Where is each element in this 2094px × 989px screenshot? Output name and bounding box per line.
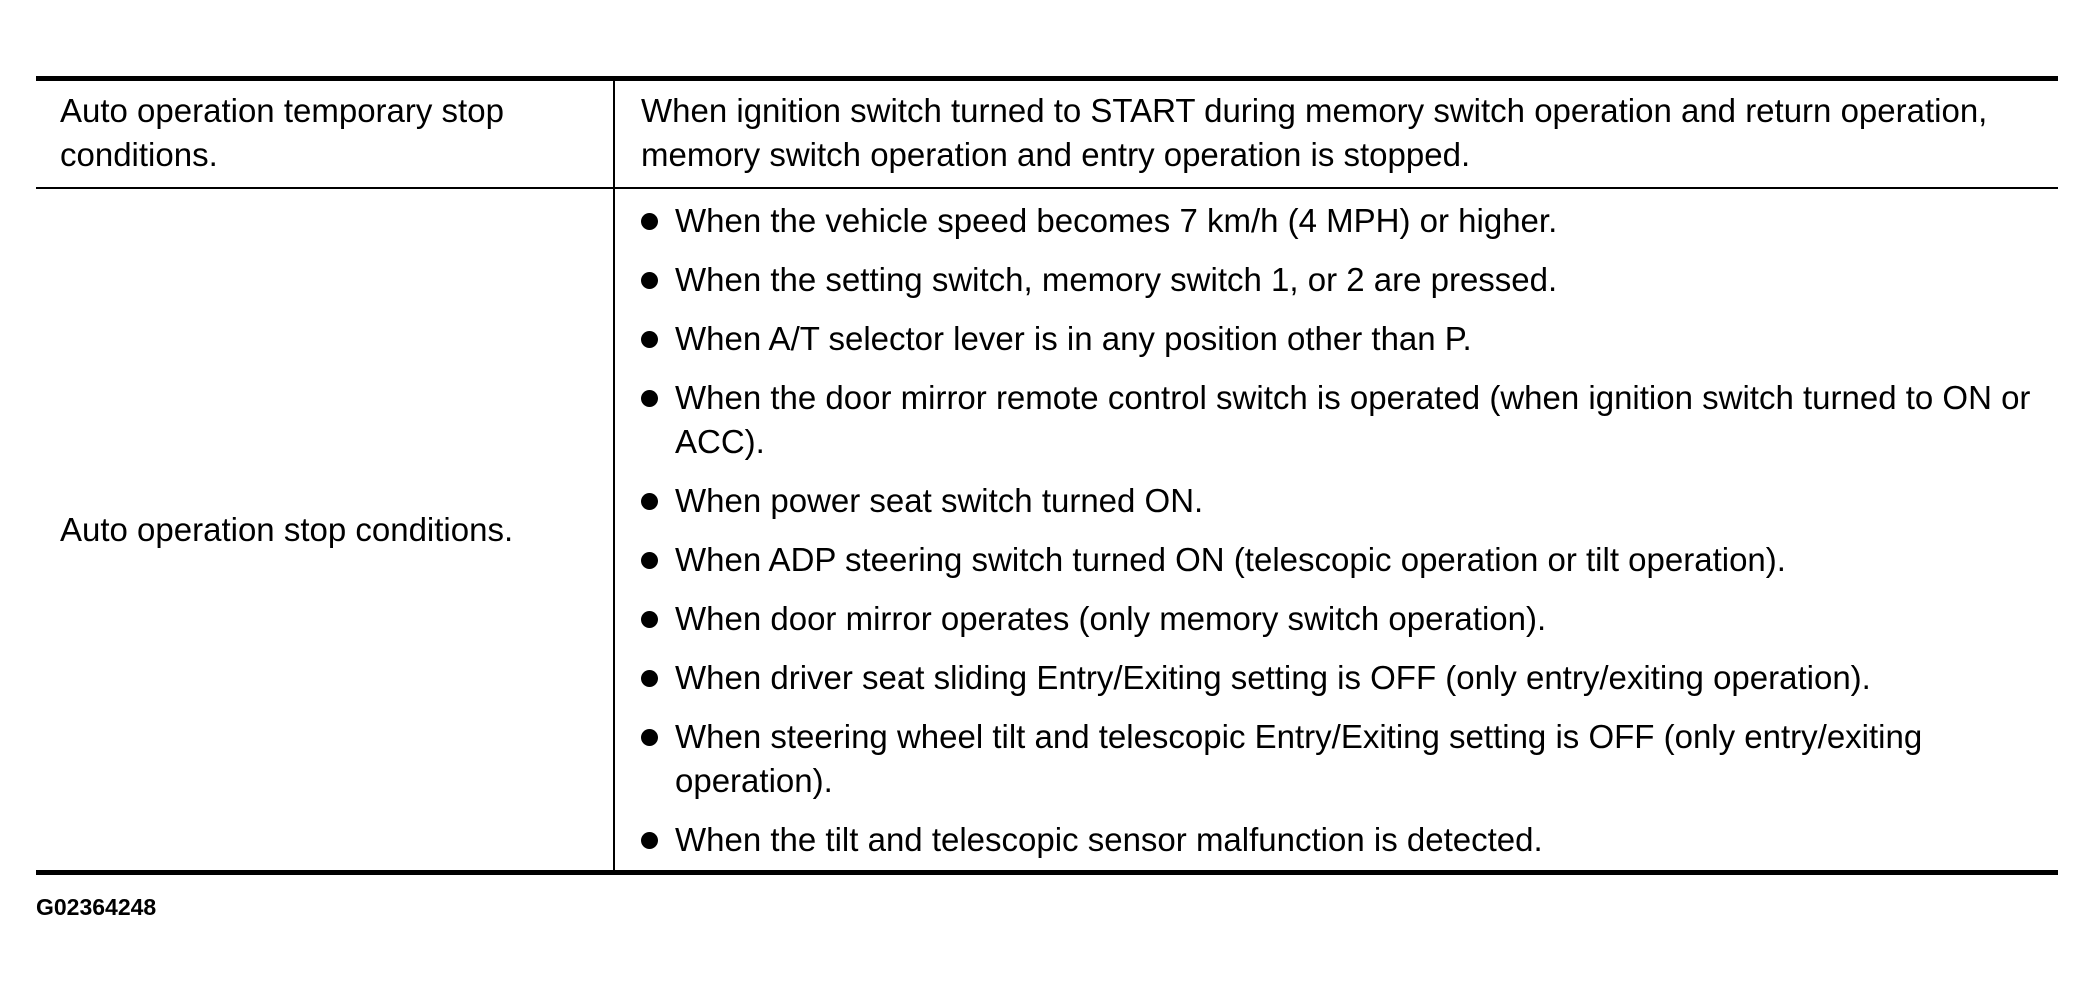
- table-row: [36, 187, 2058, 870]
- list-item: [641, 479, 2038, 523]
- bullet-icon: [641, 493, 658, 510]
- figure-id: G02364248: [36, 894, 157, 920]
- conditions-table: [36, 76, 2058, 875]
- list-item-text: When power seat switch turned ON.: [675, 482, 1204, 519]
- table-row: [36, 81, 2058, 187]
- condition-description: When ignition switch turned to START during memory switch operation and return operation, memory switch operation and entry operation is stopped.: [641, 92, 1988, 173]
- list-item: [641, 376, 2038, 464]
- list-item-text: When the tilt and telescopic sensor malfunction is detected.: [675, 821, 1543, 858]
- list-item-text: When A/T selector lever is in any position other than P.: [675, 320, 1472, 357]
- bullet-icon: [641, 611, 658, 628]
- list-item: [641, 715, 2038, 803]
- list-item: [641, 538, 2038, 582]
- list-item: [641, 317, 2038, 361]
- bullet-icon: [641, 552, 658, 569]
- bullet-icon: [641, 670, 658, 687]
- list-item: [641, 818, 2038, 862]
- condition-list-cell: [615, 189, 2058, 870]
- bullet-list: [641, 199, 2038, 862]
- bullet-icon: [641, 390, 658, 407]
- bullet-icon: [641, 331, 658, 348]
- list-item-text: When the setting switch, memory switch 1, or 2 are pressed.: [675, 261, 1558, 298]
- list-item: [641, 597, 2038, 641]
- condition-label: Auto operation temporary stop conditions.: [36, 81, 615, 187]
- bullet-icon: [641, 213, 658, 230]
- list-item: [641, 258, 2038, 302]
- list-item-text: When steering wheel tilt and telescopic Entry/Exiting setting is OFF (only entry/exiting operation).: [675, 718, 1923, 799]
- bullet-icon: [641, 729, 658, 746]
- list-item-text: When the vehicle speed becomes 7 km/h (4 MPH) or higher.: [675, 202, 1558, 239]
- list-item-text: When door mirror operates (only memory switch operation).: [675, 600, 1547, 637]
- list-item: [641, 656, 2038, 700]
- list-item-text: When ADP steering switch turned ON (telescopic operation or tilt operation).: [675, 541, 1786, 578]
- bullet-icon: [641, 272, 658, 289]
- bullet-icon: [641, 832, 658, 849]
- list-item: [641, 199, 2038, 243]
- list-item-text: When the door mirror remote control switch is operated (when ignition switch turned to ON or ACC).: [675, 379, 2031, 460]
- list-item-text: When driver seat sliding Entry/Exiting setting is OFF (only entry/exiting operation).: [675, 659, 1871, 696]
- condition-label: Auto operation stop conditions.: [36, 189, 615, 870]
